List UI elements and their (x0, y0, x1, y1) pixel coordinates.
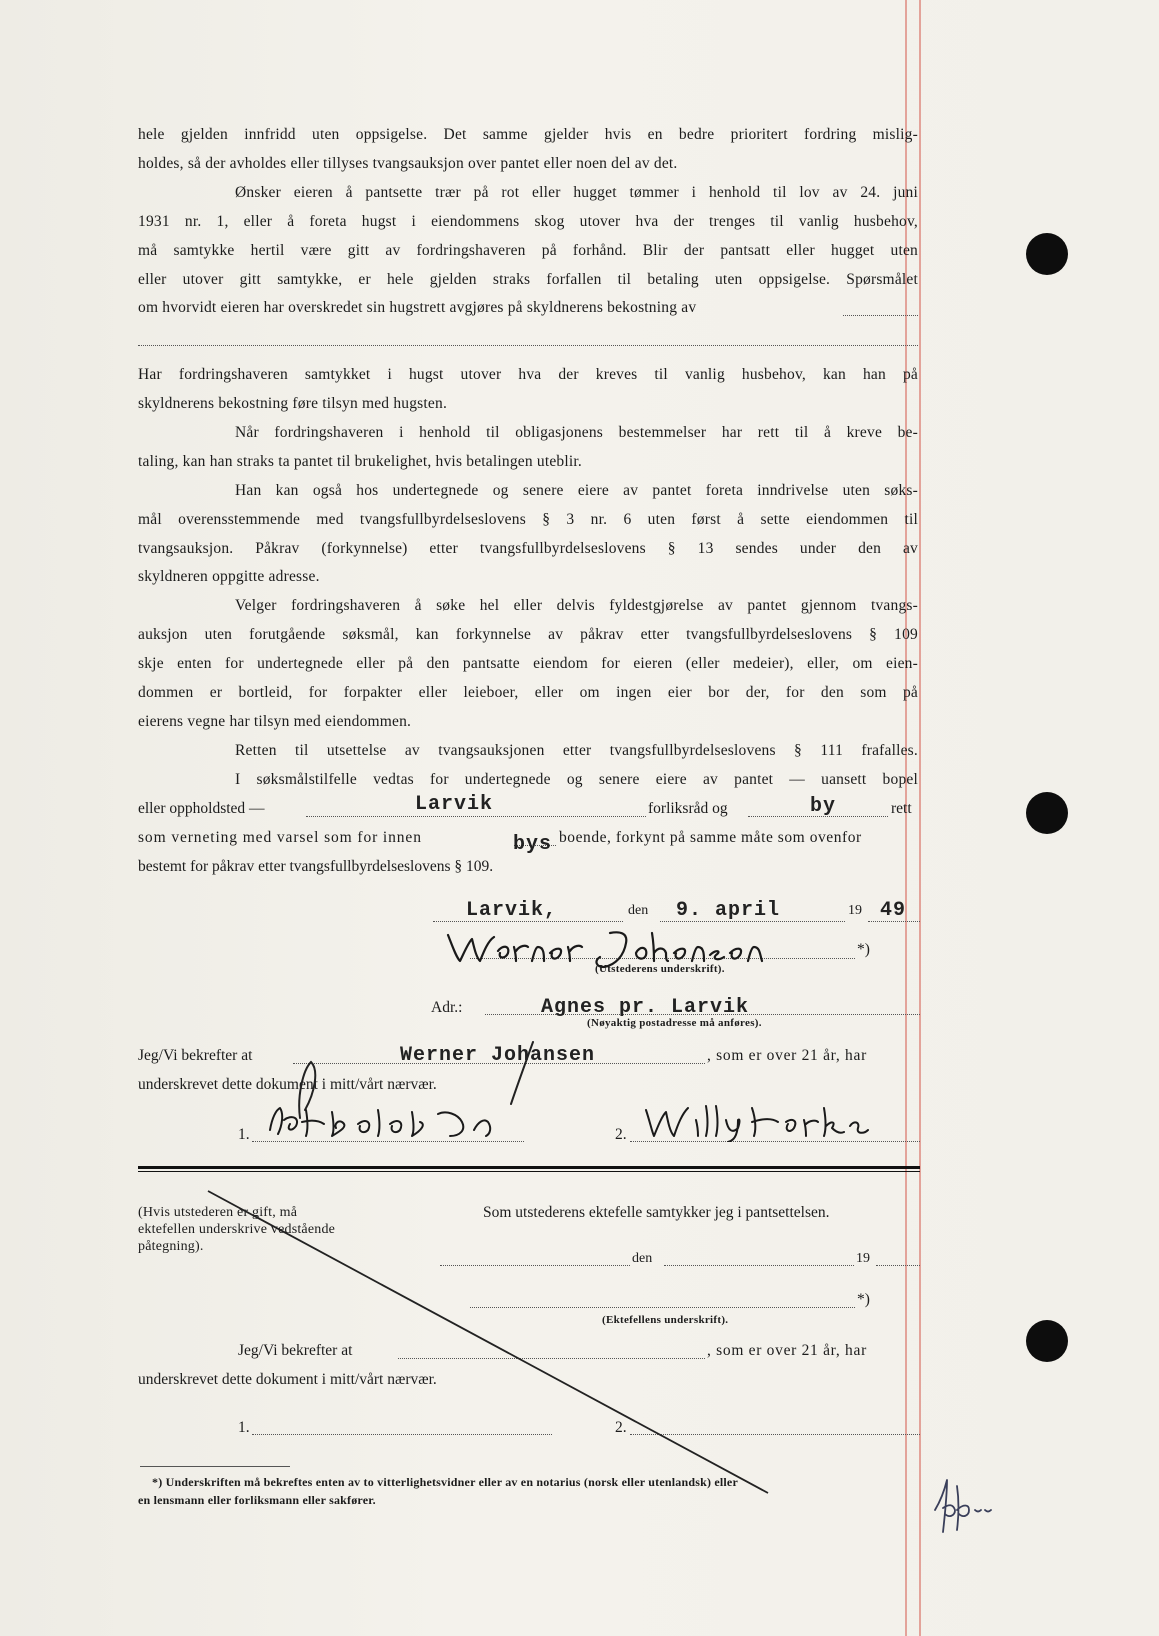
body-line: Velger fordringshaveren å søke hel eller delvis fyldestgjørelse av pantet gjennom tvangs- (235, 597, 918, 614)
body-line: må samtykke hertil være gitt av fordringshaveren på forhånd. Blir der pantsatt eller hugget uten (138, 242, 918, 259)
punch-hole-bottom (1026, 1320, 1068, 1362)
body-line: Han kan også hos undertegnede og senere eiere av pantet foreta inndrivelse uten søks- (235, 482, 918, 499)
venue-line1-prefix: eller oppholdsted — (138, 800, 265, 817)
body-line: skyldnerens bekostning føre tilsyn med hugsten. (138, 395, 448, 412)
body-line: mål overensstemmende med tvangsfullbyrdelseslovens § 3 nr. 6 uten først å sette eiendommen til (138, 511, 918, 528)
body-line: Når fordringshaveren i henhold til obligasjonens bestemmelser har rett til å kreve be- (235, 424, 918, 441)
footnote-line2: en lensmann eller forliksmann eller sakfører. (138, 1493, 376, 1507)
witness1-typed-name: Werner Johansen (400, 1044, 596, 1067)
witness2-line2: underskrevet dette dokument i mitt/vårt nærvær. (138, 1371, 437, 1388)
typed-date: 9. april (676, 899, 781, 922)
address-caption: (Nøyaktig postadresse må anføres). (587, 1017, 762, 1029)
body-line: auksjon uten forutgående søksmål, kan forkynnelse av påkrav etter tvangsfullbyrdelseslovens § 109 (138, 626, 918, 643)
body-line: Ønsker eieren å pantsette trær på rot eller hugget tømmer i henhold til lov av 24. juni (235, 184, 918, 201)
witness2-confirm-suffix: , som er over 21 år, har (707, 1342, 867, 1359)
address-label: Adr.: (431, 999, 463, 1016)
spouse-side-note: (Hvis utstederen er gift, må ektefellen underskrive vedstående påtegning). (138, 1205, 336, 1254)
fill-line (843, 315, 918, 316)
body-line: dommen er bortleid, for forpakter eller leieboer, eller om ingen eier bor der, for den som på (138, 684, 918, 701)
punch-hole-top (1026, 233, 1068, 275)
witness1-signature1 (262, 1100, 512, 1142)
witness2-confirm-prefix: Jeg/Vi bekrefter at (238, 1342, 353, 1359)
typed-venue-place: Larvik (415, 793, 494, 816)
spouse-den-label: den (632, 1251, 653, 1266)
typed-venue-district: bys (513, 833, 553, 856)
footnote-rule (140, 1466, 290, 1467)
body-line: taling, kan han straks ta pantet til brukelighet, hvis betalingen uteblir. (138, 453, 582, 470)
witness1-confirm-suffix: , som er over 21 år, har (707, 1047, 867, 1064)
spouse-consent: Som utstederens ektefelle samtykker jeg i pantsettelsen. (483, 1204, 830, 1221)
witness1-num2: 2. (615, 1126, 627, 1143)
witness1-signature2 (640, 1098, 870, 1142)
spouse-year-prefix: 19 (856, 1251, 870, 1266)
body-line: Har fordringshaveren samtykket i hugst utover hva der kreves til vanlig husbehov, kan han på (138, 366, 918, 383)
witness1-confirm-prefix: Jeg/Vi bekrefter at (138, 1047, 253, 1064)
typed-venue-court: by (810, 795, 837, 818)
body-line: eierens vegne har tilsyn med eiendommen. (138, 713, 412, 730)
footnote-line1: *) Underskriften må bekreftes enten av to vitterlighetsvidner eller av en notarius (norsk eller utenlandsk) eller (152, 1475, 738, 1489)
void-strike-line (200, 1185, 780, 1505)
punch-hole-middle (1026, 792, 1068, 834)
venue-line1-suffix: rett (891, 800, 912, 817)
typed-date-place: Larvik, (466, 899, 558, 922)
venue-line1-mid: forliksråd og (648, 800, 728, 817)
issuer-signature-asterisk: *) (857, 941, 870, 958)
typed-year: 49 (880, 899, 907, 922)
spouse-year-line (876, 1265, 920, 1266)
witness2-num2: 2. (615, 1419, 627, 1436)
venue-line2-prefix: som verneting med varsel som for innen (138, 829, 422, 846)
section-divider-thin (138, 1171, 920, 1172)
margin-pen-mark (925, 1470, 995, 1540)
year-prefix: 19 (848, 903, 862, 918)
venue-line3: bestemt for påkrav etter tvangsfullbyrdelseslovens § 109. (138, 858, 494, 875)
fill-line (138, 345, 918, 346)
body-line: om hvorvidt eieren har overskredet sin hugstrett avgjøres på skyldnerens bekostning av (138, 299, 697, 316)
body-line: skje enten for undertegnede eller på den pantsatte eiendom for eieren (eller medeier), eller, om eien- (138, 655, 918, 672)
witness1-line2: underskrevet dette dokument i mitt/vårt nærvær. (138, 1076, 437, 1093)
spouse-signature-asterisk: *) (857, 1291, 870, 1308)
body-line: tvangsauksjon. Påkrav (forkynnelse) etter tvangsfullbyrdelseslovens § 13 sendes under den av (138, 540, 918, 557)
margin-line-right (919, 0, 921, 1636)
body-line: eller utover gitt samtykke, er hele gjelden straks forfallen til betaling uten oppsigelse. Spørsmålet (138, 271, 918, 288)
venue-place-line (306, 816, 646, 817)
date-den-label: den (628, 903, 649, 918)
section-divider (138, 1166, 920, 1169)
body-line: holdes, så der avholdes eller tillyses tvangsauksjon over pantet eller noen del av det. (138, 155, 678, 172)
typed-address: Agnes pr. Larvik (541, 996, 750, 1019)
body-line: 1931 nr. 1, eller å foreta hugst i eiendommens skog utover hva der trenges til vanlig husbehov, (138, 213, 918, 230)
body-line: skyldneren oppgitte adresse. (138, 568, 320, 585)
venue-line2-suffix: boende, forkynt på samme måte som ovenfor (559, 829, 862, 846)
body-line: hele gjelden innfridd uten oppsigelse. Det samme gjelder hvis en bedre prioritert fordring mislig- (138, 126, 918, 143)
body-line: Retten til utsettelse av tvangsauksjonen etter tvangsfullbyrdelseslovens § 111 frafalles. (235, 742, 918, 759)
issuer-signature-caption: (Utstederens underskrift). (595, 963, 725, 975)
spouse-signature-caption: (Ektefellens underskrift). (602, 1314, 729, 1326)
body-line: I søksmålstilfelle vedtas for undertegnede og senere eiere av pantet — uansett bopel (235, 771, 918, 788)
witness2-num1: 1. (238, 1419, 250, 1436)
witness1-num1: 1. (238, 1126, 250, 1143)
